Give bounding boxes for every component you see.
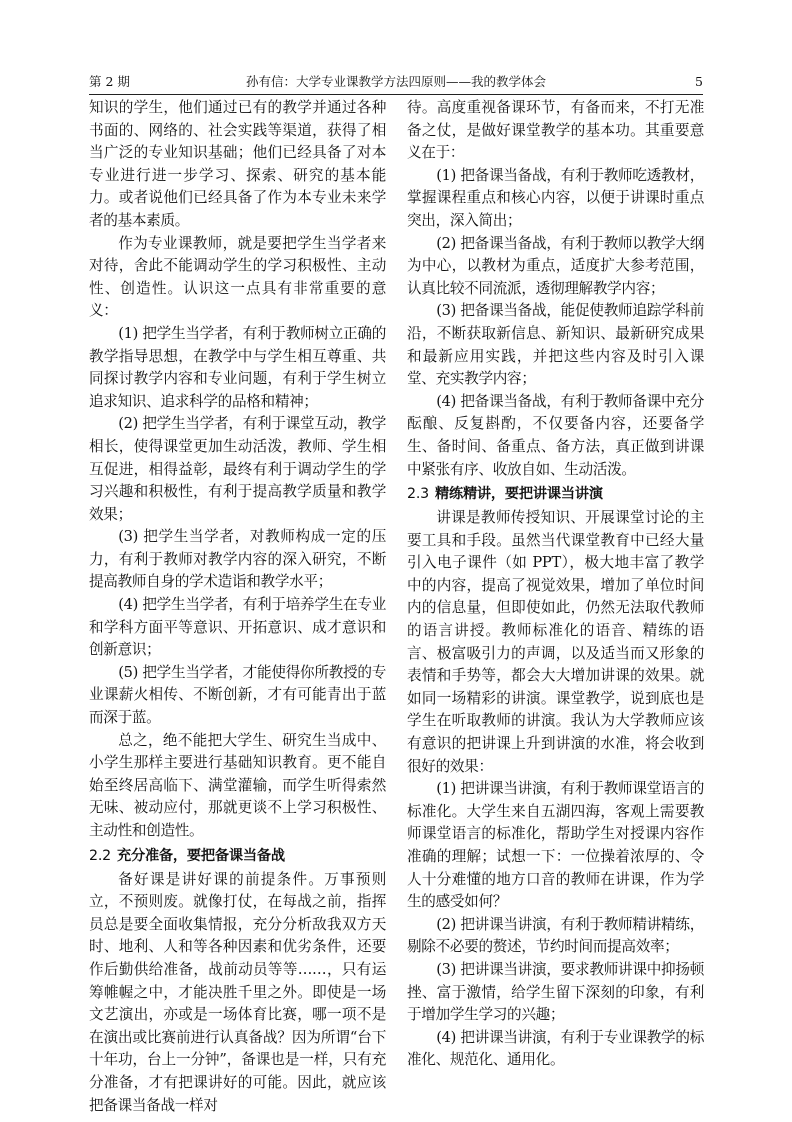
list-item: (3) 把讲课当讲演，要求教师讲课中抑扬顿挫、富于激情，给学生留下深刻的印象，有利于增加学生学习的兴趣；: [407, 960, 704, 1024]
list-item: (1) 把学生当学者，有利于教师树立正确的教学指导思想，在教学中与学生相互尊重、共同探讨教学内容和专业问题，有利于学生树立追求知识、追求科学的品格和精神；: [89, 324, 386, 410]
section-number: 2.2: [89, 847, 111, 864]
list-item: (3) 把备课当备战，能促使教师追踪学科前沿，不断获取新信息、新知识、最新研究成果和最新应用实践，并把这些内容及时引入课堂、充实教学内容；: [407, 302, 704, 388]
list-item: (4) 把学生当学者，有利于培养学生在专业和学科方面平等意识、开拓意识、成才意识和创新意识；: [89, 596, 386, 659]
issue-number: 第 2 期: [89, 74, 130, 89]
running-title: 孙有信：大学专业课教学方法四原则——我的教学体会: [245, 74, 546, 89]
list-item: (4) 把讲课当讲演，有利于专业课教学的标准化、规范化、通用化。: [407, 1028, 704, 1069]
running-header: [89, 72, 703, 92]
section-title: 充分准备，要把备课当备战: [116, 847, 285, 864]
list-item: (5) 把学生当学者，才能使得你所教授的专业课薪火相传、不断创新，才有可能青出于蓝而深于蓝。: [89, 663, 386, 727]
list-item: (3) 把学生当学者，对教师构成一定的压力，有利于教师对教学内容的深入研究，不断提高教师自身的学术造诣和教学水平；: [89, 528, 386, 591]
section-number: 2.3: [407, 486, 429, 503]
paragraph: 总之，绝不能把大学生、研究生当成中、小学生那样主要进行基础知识教育。更不能自始至终居高临下、满堂灌输，而学生听得索然无味、被动应付，那就更谈不上学习积极性、主动性和创造性。: [89, 731, 386, 839]
paragraph: 知识的学生，他们通过已有的教学并通过各种书面的、网络的、社会实践等渠道，获得了相当广泛的专业知识基础；他们已经具备了对本专业进行进一步学习、探索、研究的基本能力。或者说他们已经具备了作为本专业未来学者的基本素质。: [89, 99, 386, 229]
left-column: [89, 97, 386, 1117]
header-rule: [89, 94, 703, 95]
paragraph: 讲课是教师传授知识、开展课堂讨论的主要工具和手段。虽然当代课堂教育中已经大量引入电子课件（如 PPT），极大地丰富了教学中的内容，提高了视觉效果，增加了单位时间内的信息量，但即使如此，仍然无法取代教师的语言讲授。教师标准化的语音、精练的语言、极富吸引力的声调，以及适当而又形象的表情和手势等，都会大大增加讲课的效果。就如同一场精彩的讲演。课堂教学，说到底也是学生在听取教师的讲演。我认为大学教师应该有意识的把讲课上升到讲演的水准，将会收到很好的效果：: [407, 509, 704, 775]
list-item: (2) 把讲课当讲演，有利于教师精讲精练，剔除不必要的赘述，节约时间而提高效率；: [407, 915, 704, 956]
page-number: 5: [695, 74, 703, 89]
paragraph: 备好课是讲好课的前提条件。万事预则立，不预则废。就像打仗，在每战之前，指挥员总是要全面收集情报，充分分析敌我双方天时、地利、人和等各种因素和优劣条件，还要作后勤供给准备，战前动员等等……，只有运筹帷幄之中，才能决胜千里之外。即使是一场文艺演出，亦或是一场体育比赛，哪一项不是在演出或比赛前进行认真备战？因为所谓“台下十年功，台上一分钟”，备课也是一样，只有充分准备，才有把课讲好的可能。因此，就应该把备课当备战一样对: [89, 870, 386, 1114]
paragraph: 作为专业课教师，就是要把学生当学者来对待，舍此不能调动学生的学习积极性、主动性、创造性。认识这一点具有非常重要的意义：: [89, 234, 386, 320]
list-item: (1) 把讲课当讲演，有利于教师课堂语言的标准化。大学生来自五湖四海，客观上需要教师课堂语言的标准化，帮助学生对授课内容作准确的理解；试想一下：一位操着浓厚的、令人十分难懂的地方口音的教师在讲课，作为学生的感受如何？: [407, 780, 704, 911]
list-item: (2) 把学生当学者，有利于课堂互动，教学相长，使得课堂更加生动活泼，教师、学生相互促进，相得益彰，最终有利于调动学生的学习兴趣和积极性，有利于提高教学质量和教学效果；: [89, 415, 386, 523]
section-heading-2-2: [89, 843, 386, 869]
paragraph: 待。高度重视备课环节，有备而来，不打无准备之仗，是做好课堂教学的基本功。其重要意义在于：: [407, 99, 704, 162]
section-heading-2-3: [407, 481, 704, 507]
list-item: (1) 把备课当备战，有利于教师吃透教材，掌握课程重点和核心内容，以便于讲课时重点突出，深入简出；: [407, 166, 704, 229]
section-title: 精练精讲，要把讲课当讲演: [434, 486, 603, 503]
right-column: [407, 97, 704, 1072]
list-item: (2) 把备课当备战，有利于教师以教学大纲为中心，以教材为重点，适度扩大参考范围，认真比较不同流派，透彻理解教学内容；: [407, 234, 704, 297]
list-item: (4) 把备课当备战，有利于教师备课中充分酝酿、反复斟酌，不仅要备内容，还要备学生、备时间、备重点、备方法，真正做到讲课中紧张有序、收放自如、生动活泼。: [407, 392, 704, 478]
